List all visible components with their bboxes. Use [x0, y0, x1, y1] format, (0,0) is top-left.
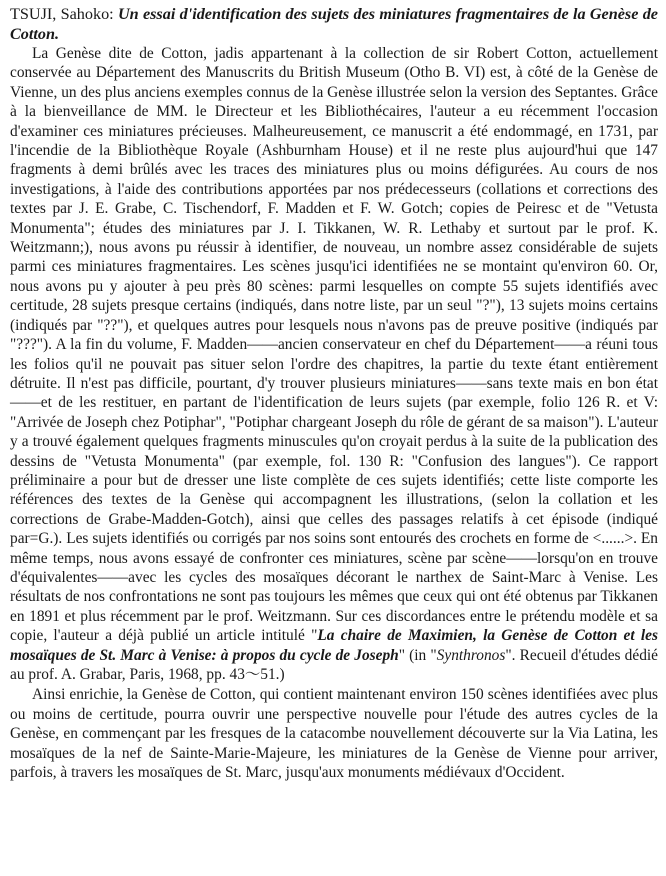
document-page	[10, 4, 658, 782]
paragraph-1-text: La Genèse dite de Cotton, jadis appartenant à la collection de sir Robert Cotton, actuellement conservée au Département des Manuscrits du British Museum (Otho B. VI) est, à côté de la Genèse de Vienne, un des plus anciens exemples connus de la Genèse illustrée selon la version des Septantes. Grâce à la bienveillance de MM. le Directeur et les Bibliothécaires, l'auteur a eu récemment l'occasion d'examiner ces miniatures précieuses. Malheureusement, ce manuscrit a été endommagé, en 1731, par l'incendie de la Bibliothèque Royale (Ashburnham House) et il ne reste plus aujourd'hui que 147 fragments à demi brûlés avec les traces des miniatures plus ou moins défigurées. Au cours de nos investigations, à l'aide des contributions apportées par nos prédecesseurs (collations et corrections des textes par J. E. Grabe, C. Tischendorf, F. Madden et F. W. Gotch; copies de Peiresc et de "Vetusta Monumenta"; études des miniatures par J. I. Tikkanen, W. R. Lethaby et surtout par le prof. K. Weitzmann;), nous avons pu réussir à identifier, de nouveau, un nombre assez considérable de sujets parmi ces miniatures fragmentaires. Les scènes jusqu'ici identifiées ne se montaint qu'environ 60. Or, nous avons pu y ajouter à peu près 80 scènes: parmi lesquelles on compte 55 sujets identifiés avec certitude, 28 sujets presque certains (indiqués, dans notre liste, par un seul "?"), 13 sujets moins certains (indiqués par "??"), et quelques autres pour lesquels nous n'avons pas de preuve positive (indiqués par "???"). A la fin du volume, F. Madden——ancien conservateur en chef du Département——a réuni tous les folios qu'il ne pouvait pas situer selon l'ordre des chapitres, la partie du texte étant entièrement détruite. Il n'est pas difficile, pourtant, d'y trouver plusieurs miniatures——sans texte mais en bon état——et de les restituer, en partant de l'identification de leurs sujets (par exemple, folio 126 R. et V: "Arrivée de Joseph chez Potiphar", "Potiphar chargeant Joseph du rôle de gérant de sa maison"). L'auteur y a trouvé également quelques fragments minuscules qu'on croyait perdus à la suite de la publication des dessins de "Vetusta Monumenta" (par exemple, fol. 130 R: "Confusion des langues"). Ce rapport préliminaire a pour but de dresser une liste complète de ces sujets identifiés; cette liste comporte les références des textes de la Genèse qui accompagnent les illustrations, (selon la collation et les corrections de Grabe-Madden-Gotch), ainsi que celles des passages relatifs à cet épisode (indiqué par=G.). Les sujets identifiés ou corrigés par nos soins sont entourés des crochets en forme de <......>. En même temps, nous avons essayé de confronter ces miniatures, scène par scène——lorsqu'on en trouve d'équivalentes——avec les cycles des mosaïques décorant le narthex de Saint-Marc à Venise. Les résultats de nos confrontations ne sont pas toujours les mêmes que ceux qui ont été obtenus par Tikkanen en 1891 et plus récemment par le prof. Weitzmann. Sur ces discordances entre le prétendu modèle et sa copie, l'auteur a déjà publié un article intitulé "	[10, 45, 658, 645]
article-heading	[10, 4, 658, 44]
article-title: Un essai d'identification des sujets des miniatures fragmentaires de la Genèse de Cotton.	[10, 5, 658, 43]
cited-article-title: La chaire de Maximien, la Genèse de Cotton et les mosaïques de St. Marc à Venise: à propos du cycle de Joseph	[10, 627, 658, 664]
paragraph-1	[10, 44, 658, 684]
paragraph-2: Ainsi enrichie, la Genèse de Cotton, qui contient maintenant environ 150 scènes identifiées avec plus ou moins de certitude, pourra ouvrir une perspective nouvelle pour l'étude des autres cycles de la Genèse, en commençant par les fresques de la catacombe nouvellement découverte sur la Via Latina, les mosaïques de la nef de Sainte-Marie-Majeure, les miniatures de la Genèse de Vienne pour arriver, parfois, à travers les mosaïques de St. Marc, jusqu'aux monuments médiévaux d'Occident.	[10, 686, 658, 782]
author-name: TSUJI, Sahoko:	[10, 5, 114, 23]
paragraph-1-connector: " (in "	[398, 646, 437, 664]
cited-volume-title: Synthronos	[436, 646, 506, 664]
paragraph-1-reference: ". Recueil d'études dédié au prof. A. Grabar, Paris, 1968, pp. 43～51.)	[10, 646, 659, 683]
